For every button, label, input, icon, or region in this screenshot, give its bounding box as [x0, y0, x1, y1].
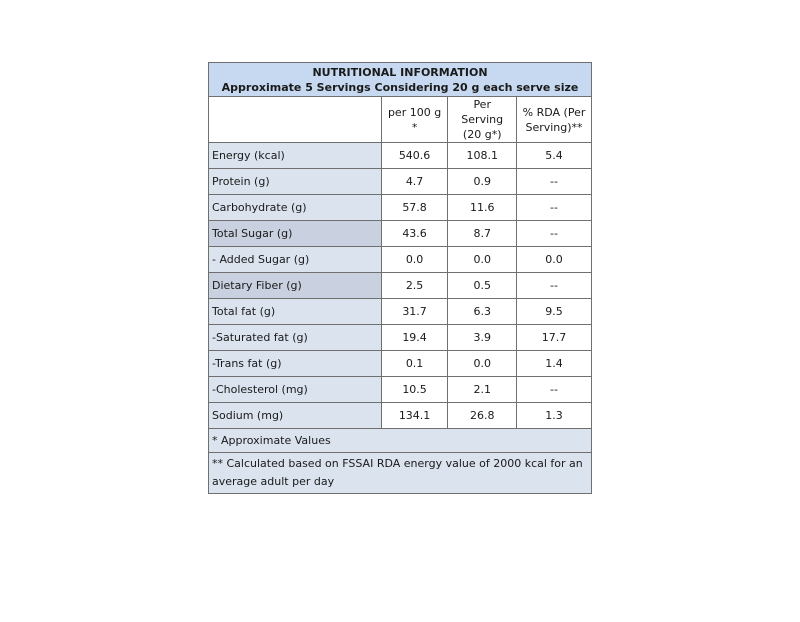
row-rda: 1.4	[517, 351, 592, 377]
table-row	[209, 273, 592, 299]
row-per100: 134.1	[381, 403, 448, 429]
footnote-calc: ** Calculated based on FSSAI RDA energy value of 2000 kcal for an average adult per day	[209, 453, 592, 494]
row-rda: --	[517, 221, 592, 247]
row-rda: --	[517, 377, 592, 403]
row-per100: 4.7	[381, 169, 448, 195]
table-row	[209, 221, 592, 247]
table-row	[209, 403, 592, 429]
table-title-line1: NUTRITIONAL INFORMATION	[312, 65, 488, 79]
row-per-serving: 108.1	[448, 143, 517, 169]
row-label: Sodium (mg)	[209, 403, 382, 429]
header-per-serving	[448, 97, 517, 143]
table-row	[209, 143, 592, 169]
row-per-serving: 0.9	[448, 169, 517, 195]
row-per100: 19.4	[381, 325, 448, 351]
table-row	[209, 325, 592, 351]
header-row	[209, 97, 592, 143]
header-rda	[517, 97, 592, 143]
row-label: Total fat (g)	[209, 299, 382, 325]
row-rda: --	[517, 169, 592, 195]
row-label: Protein (g)	[209, 169, 382, 195]
table-title-line2: Approximate 5 Servings Considering 20 g each serve size	[221, 80, 579, 94]
row-per-serving: 8.7	[448, 221, 517, 247]
row-per-serving: 6.3	[448, 299, 517, 325]
table-row	[209, 299, 592, 325]
header-rda-line1: % RDA (Per	[522, 105, 586, 119]
row-per-serving: 0.0	[448, 247, 517, 273]
nutrition-table	[208, 62, 592, 494]
row-label: -Trans fat (g)	[209, 351, 382, 377]
table-row	[209, 195, 592, 221]
row-per-serving: 26.8	[448, 403, 517, 429]
header-per-serving-line2: (20 g*)	[462, 128, 502, 141]
row-label: Total Sugar (g)	[209, 221, 382, 247]
row-label: Energy (kcal)	[209, 143, 382, 169]
row-per100: 540.6	[381, 143, 448, 169]
table-row	[209, 247, 592, 273]
row-per100: 0.1	[381, 351, 448, 377]
row-per100: 43.6	[381, 221, 448, 247]
table-title	[209, 63, 592, 97]
row-rda: --	[517, 195, 592, 221]
row-per100: 31.7	[381, 299, 448, 325]
header-blank-cell	[209, 97, 382, 143]
row-label: - Added Sugar (g)	[209, 247, 382, 273]
header-per-serving-line1: Per Serving	[461, 98, 504, 126]
row-rda: 17.7	[517, 325, 592, 351]
row-label: Carbohydrate (g)	[209, 195, 382, 221]
footnote-approx: * Approximate Values	[209, 429, 592, 453]
row-label: -Saturated fat (g)	[209, 325, 382, 351]
row-label: Dietary Fiber (g)	[209, 273, 382, 299]
row-per100: 57.8	[381, 195, 448, 221]
title-row	[209, 63, 592, 97]
table-row	[209, 169, 592, 195]
header-rda-line2: Serving)**	[525, 120, 583, 134]
row-per-serving: 0.0	[448, 351, 517, 377]
row-per100: 0.0	[381, 247, 448, 273]
row-per-serving: 0.5	[448, 273, 517, 299]
row-per100: 10.5	[381, 377, 448, 403]
row-per-serving: 2.1	[448, 377, 517, 403]
row-per-serving: 11.6	[448, 195, 517, 221]
row-rda: 0.0	[517, 247, 592, 273]
row-label: -Cholesterol (mg)	[209, 377, 382, 403]
row-rda: 1.3	[517, 403, 592, 429]
row-per-serving: 3.9	[448, 325, 517, 351]
table-row	[209, 351, 592, 377]
row-per100: 2.5	[381, 273, 448, 299]
footnote-row-calc	[209, 453, 592, 494]
row-rda: 5.4	[517, 143, 592, 169]
table-row	[209, 377, 592, 403]
header-per-100g: per 100 g *	[381, 97, 448, 143]
row-rda: 9.5	[517, 299, 592, 325]
row-rda: --	[517, 273, 592, 299]
footnote-row-approx	[209, 429, 592, 453]
